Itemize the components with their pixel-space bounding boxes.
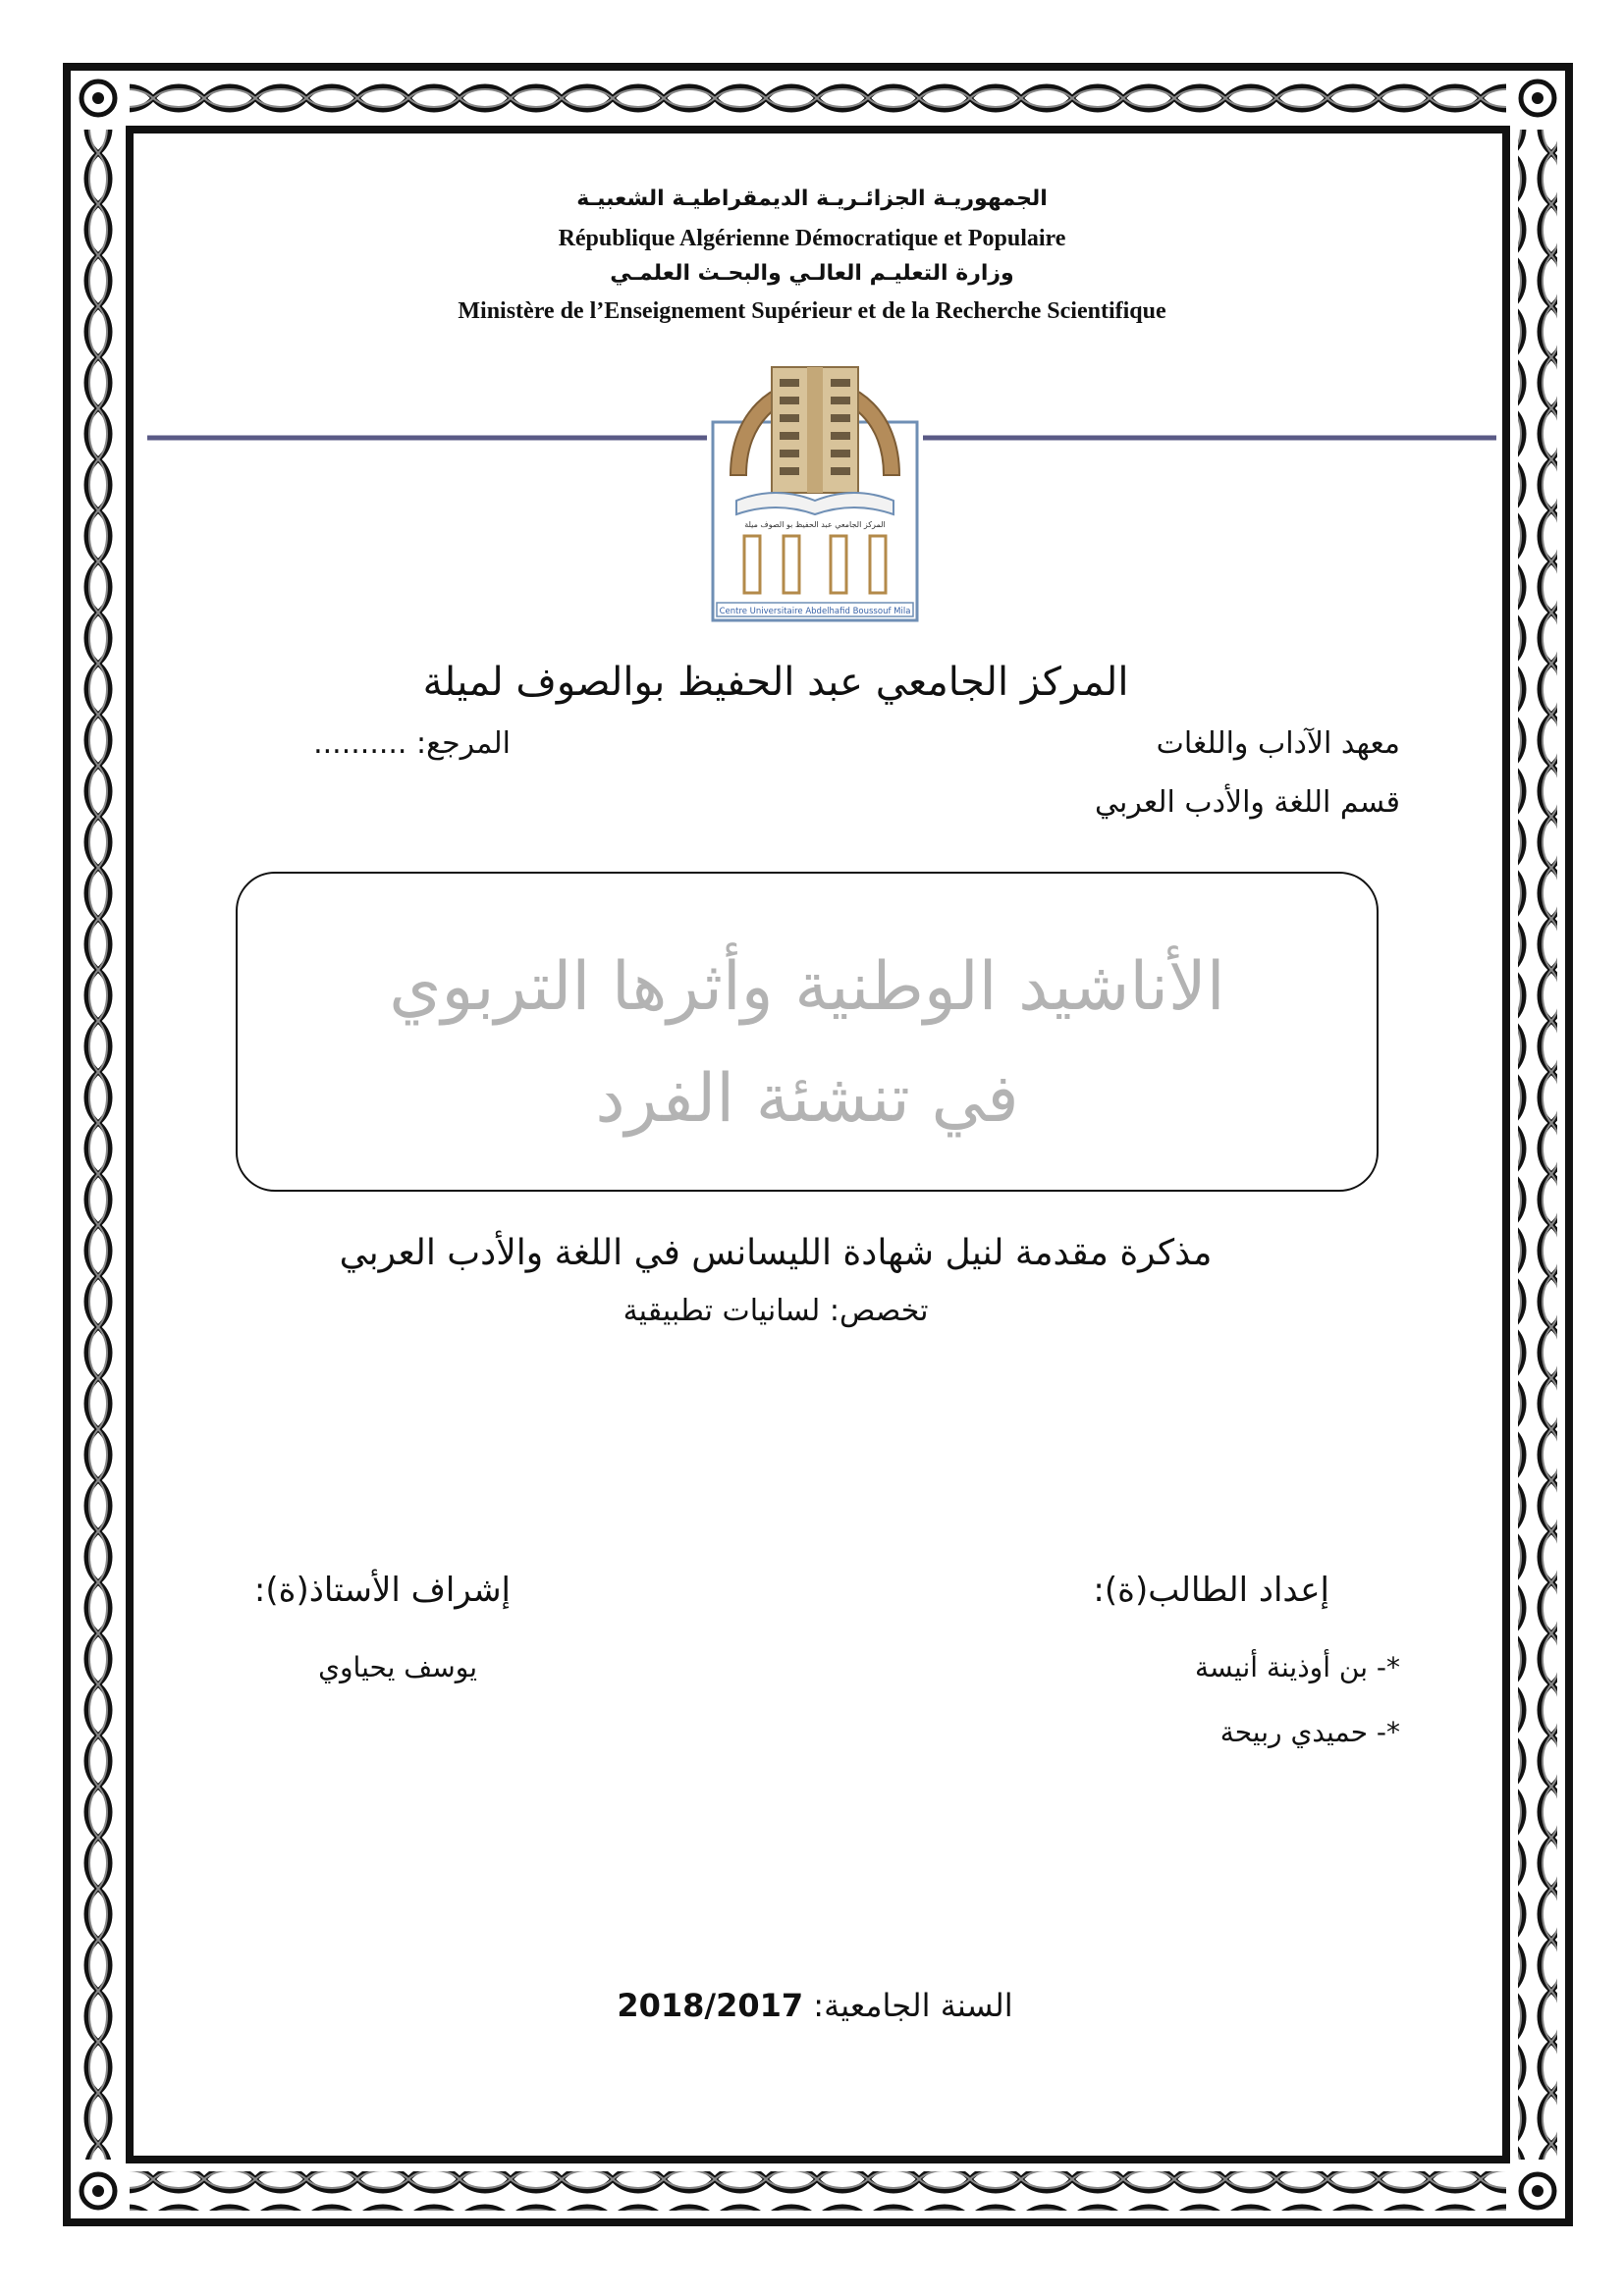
thesis-title-box (236, 872, 1379, 1192)
thesis-title-line-1: الأناشيد الوطنية وأثرها التربوي (389, 948, 1225, 1026)
academic-year-value: 2018/2017 (617, 1987, 804, 2024)
university-logo (711, 328, 919, 622)
republic-french: République Algérienne Démocratique et Populaire (558, 226, 1066, 251)
academic-year-label: السنة الجامعية: (813, 1987, 1013, 2024)
institution-name: المركز الجامعي عبد الحفيظ بوالصوف لميلة (422, 660, 1129, 705)
student-name-1: *- بن أوذينة أنيسة (1195, 1651, 1400, 1683)
logo-latin-caption: Centre Universitaire Abdelhafid Boussouf Mila (719, 607, 911, 616)
reference-field: المرجع: .......... (313, 726, 511, 761)
ministry-arabic: وزارة التعليـم العالـي والبحـث العلمـي (610, 261, 1014, 286)
logo-arabic-caption: المركز الجامعي عبد الحفيظ بو الصوف ميلة (744, 520, 886, 529)
department-name: قسم اللغة والأدب العربي (1094, 785, 1400, 820)
ministry-french: Ministère de l’Enseignement Supérieur et de la Recherche Scientifique (458, 298, 1166, 324)
supervisor-label: إشراف الأستاذ(ة): (253, 1571, 511, 1610)
degree-statement: مذكرة مقدمة لنيل شهادة الليسانس في اللغة والأدب العربي (339, 1233, 1213, 1273)
republic-arabic: الجمهوريـة الجزائـريـة الديمقراطيـة الشعبيـة (576, 187, 1048, 211)
student-name-2: *- حميدي ربيحة (1219, 1716, 1400, 1748)
academic-year (530, 1987, 1100, 2024)
supervisor-name: يوسف يحياوي (318, 1651, 477, 1683)
specialty: تخصص: لسانيات تطبيقية (623, 1294, 929, 1328)
institute-name: معهد الآداب واللغات (1156, 726, 1400, 761)
students-label: إعداد الطالب(ة): (1093, 1571, 1329, 1610)
thesis-title-line-2: في تنشئة الفرد (595, 1060, 1019, 1138)
